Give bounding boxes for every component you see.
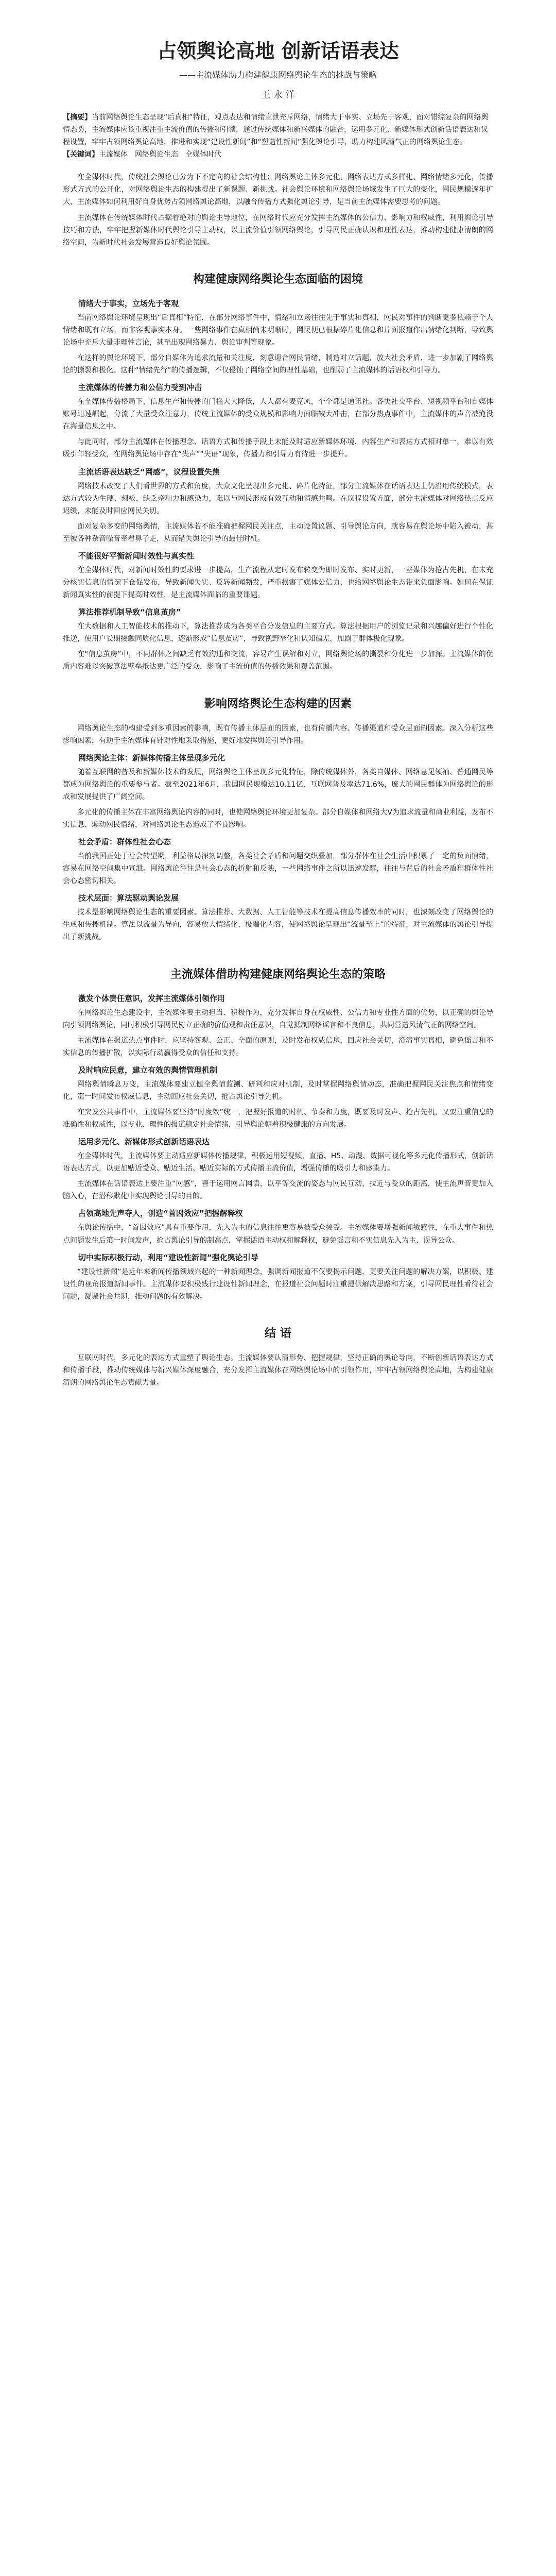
section-1-subtitle-4: 不能很好平衡新闻时效性与真实性: [78, 551, 195, 561]
section-3-sub-4-paragraph-1: 在舆论传播中，“首因效应”具有重要作用，先入为主的信息往往更容易被受众接受。主流媒体要增强新闻敏感性，在重大事件和热点问题发生后第一时间发声，抢占舆论引导的制高点，掌握话语主动权和解释权，避免谣言和不实信息先入为主、误导公众。: [63, 1224, 493, 1245]
intro-paragraph-1: 在全媒体时代，传统社会舆论已分为下不定向的社会结构性；网络舆论主体多元化、网络表达方式多样化、网络情绪多元化，传播形式方式的公开化，对网络舆论生态的构建提出了新课题、新挑战。社会舆论环境和网络舆论场域发生了巨大的变化，网民规模逐年扩大，主流媒体如何利用好自身优势占领网络舆论高地，以融合传播方式强化舆论引导，是当前主流媒体需要思考的问题。: [63, 173, 493, 207]
section-3-subtitle-2: 及时响应民意，建立有效的舆情管理机制: [78, 1065, 218, 1075]
section-3-sub-1-paragraph-1: 在网络舆论生态建设中，主流媒体要主动担当、积极作为，充分发挥自身在权威性、公信力和专业性方面的优势，以正确的舆论导向引领网络舆论，同时积极引导网民树立正确的价值观和责任意识，自觉抵制网络谣言和不良信息，共同营造风清气正的网络空间。: [63, 1008, 493, 1029]
section-2-subtitle-2: 社会矛盾：群体性社会心态: [78, 837, 171, 847]
article-author: 王 永 洋: [261, 90, 295, 100]
section-3-sub-2-paragraph-1: 网络舆情瞬息万变，主流媒体要建立健全舆情监测、研判和应对机制，及时掌握网络舆情动态，准确把握网民关注焦点和情绪变化，第一时间发布权威信息，主动回应社会关切，抢占舆论引导先机。: [63, 1080, 493, 1101]
section-1-subtitle-2: 主流媒体的传播力和公信力受到冲击: [78, 383, 202, 393]
section-1-title: 构建健康网络舆论生态面临的困境: [193, 273, 363, 286]
section-1-subtitle-1: 情绪大于事实，立场先于客观: [78, 298, 179, 308]
section-2-sub-1-paragraph-2: 多元化的传播主体在丰富网络舆论内容的同时，也使网络舆论环境更加复杂。部分自媒体和网络大V为追求流量和商业利益，发布不实信息、煽动网民情绪，对网络舆论生态造成了不良影响。: [63, 808, 493, 829]
section-3-subtitle-5: 切中实际积极行动，利用“建设性新闻”强化舆论引导: [78, 1252, 258, 1262]
section-1-subtitle-5: 算法推荐机制导致“信息茧房”: [78, 607, 181, 617]
section-3-subtitle-3: 运用多元化、新媒体形式创新话语表达: [78, 1137, 210, 1147]
section-3-sub-1-paragraph-2: 主流媒体在报道热点事件时，应坚持客观、公正、全面的原则，及时发布权威信息，回应社会关切，澄清事实真相，避免谣言和不实信息的传播扩散，以实际行动赢得受众的信任和支持。: [63, 1036, 493, 1057]
section-3-sub-5-paragraph-1: “建设性新闻”是近年来新闻传播领域兴起的一种新闻理念，强调新闻报道不仅要揭示问题，更要关注问题的解决方案，以积极、建设性的视角报道新闻事件。主流媒体要积极践行建设性新闻理念，在报道社会问题时注重提供解决思路和方案，引导网民理性看待社会问题，凝聚社会共识，推动问题的有效解决。: [63, 1267, 493, 1301]
keywords-text: 主流媒体 网络舆论生态 全媒体时代: [99, 150, 221, 159]
section-2-subtitle-1: 网络舆论主体：新媒体传播主体呈现多元化: [78, 753, 225, 762]
section-1-sub-3-paragraph-1: 网络技术改变了人们看世界的方式和角度，大众文化呈现出多元化、碎片化特征，部分主流媒体在话语表达上仍沿用传统模式，表达方式较为生硬、刻板，缺乏亲和力和感染力，难以与网民形成有效互动和情感共鸣。在议程设置方面，部分主流媒体对网络热点反应迟缓，未能及时回应网民关切。: [63, 482, 493, 515]
intro-paragraph-2: 主流媒体在传统媒体时代占据着绝对的舆论主导地位，在网络时代应充分发挥主流媒体的公信力、影响力和权威性，利用舆论引导技巧和方法，牢牢把握新媒体时代舆论引导主动权，以主流价值引领网络舆论，引导网民正确认识和理性表达，推动构建健康清朗的网络空间，为新时代社会发展营造良好舆论氛围。: [63, 213, 493, 247]
article-title: 占领舆论高地 创新话语表达: [157, 40, 399, 62]
keywords-label: 【关键词】: [63, 150, 99, 159]
section-1-sub-2-paragraph-1: 在全媒体传播格局下，信息生产和传播的门槛大大降低，人人都有麦克风，个个都是通讯社。各类社交平台、短视频平台和自媒体账号迅速崛起，分流了大量受众注意力，传统主流媒体的受众规模和影响力面临较大冲击，在部分热点事件中，主流媒体的声音被淹没在海量信息之中。: [63, 398, 493, 431]
section-2-subtitle-3: 技术层面：算法驱动舆论发展: [78, 893, 179, 903]
section-2-sub-1-paragraph-1: 随着互联网的普及和新媒体技术的发展，网络舆论主体呈现多元化特征，除传统媒体外，各类自媒体、网络意见领袖、普通网民等都成为网络舆论的重要参与者。截至2021年6月，我国网民规模达10.11亿，互联网普及率达71.6%，庞大的网民群体为网络舆论的形成和发展提供了广阔空间。: [63, 768, 493, 801]
section-1-sub-3-paragraph-2: 面对复杂多变的网络舆情，主流媒体若不能准确把握网民关注点，主动设置议题、引导舆论方向，就容易在舆论场中陷入被动，甚至被各种杂音噪音牵着鼻子走，从而错失舆论引导的最佳时机。: [63, 522, 493, 543]
section-2-sub-3-paragraph-1: 技术是影响网络舆论生态的重要因素。算法推荐、大数据、人工智能等技术在提高信息传播效率的同时，也深刻改变了网络舆论的生成和传播机制。算法以流量为导向，容易放大情绪化、极端化内容，使网络舆论呈现出“流量至上”的特征，对主流媒体的舆论引导提出了新挑战。: [63, 908, 493, 942]
section-3-subtitle-1: 激发个体责任意识，发挥主流媒体引领作用: [78, 993, 225, 1003]
section-1-sub-4-paragraph-1: 在全媒体时代，对新闻时效性的要求进一步提高，生产流程从定时发布转变为即时发布、实时更新，一些媒体为抢占先机，在未充分核实信息的情况下仓促发布，导致新闻失实、反转新闻频发，严重损害了媒体公信力，也给网络舆论生态带来负面影响。如何在保证新闻真实性的前提下提高时效性，是主流媒体面临的重要课题。: [63, 566, 493, 600]
section-3-subtitle-4: 占领高地先声夺人，创造“首因效应”把握解释权: [78, 1209, 243, 1218]
conclusion-paragraph-1: 互联网时代，多元化的表达方式重塑了舆论生态。主流媒体要认清形势、把握规律，坚持正确的舆论导向，不断创新话语表达方式和传播手段，推动传统媒体与新兴媒体深度融合，充分发挥主流媒体在网络舆论场中的引领作用，牢牢占领网络舆论高地，为构建健康清朗的网络舆论生态贡献力量。: [63, 1353, 493, 1387]
abstract-label: 【摘要】: [63, 113, 92, 122]
section-2-title: 影响网络舆论生态构建的因素: [204, 697, 352, 710]
abstract-text: 当前网络舆论生态呈现“后真相”特征，观点表达和情绪宣泄充斥网络，情绪大于事实、立场先于客观，面对错综复杂的网络舆情态势，主流媒体应该重视注重主流价值的传播和引领，通过传统媒体和新兴媒体的融合，运用多元化、新媒体形式创新话语表达和议程设置，牢牢占领网络舆论高地，推进和实现“建设性新闻”和“塑造性新闻”强化舆论引导，助力构建风清气正的网络舆论生态。: [63, 113, 489, 147]
section-1-sub-1-paragraph-1: 当前网络舆论环境呈现出“后真相”特征，在部分网络事件中，情绪和立场往往先于事实和真相，网民对事件的判断更多依赖于个人情绪和既有立场，而非客观事实本身。一些网络事件在真相尚未明晰时，网民便已根据碎片化信息和片面报道作出情绪化判断，导致舆论场中充斥大量非理性言论，甚至出现网络暴力、舆论审判等现象。: [63, 313, 493, 347]
section-3-title: 主流媒体借助构建健康网络舆论生态的策略: [170, 968, 386, 981]
section-3-sub-3-paragraph-2: 主流媒体在话语表达上要注重“网感”，善于运用网言网语，以平等交流的姿态与网民互动，拉近与受众的距离，使主流声音更加入脑入心，在潜移默化中实现舆论引导的目的。: [63, 1180, 493, 1201]
section-1-sub-2-paragraph-2: 与此同时，部分主流媒体在传播理念、话语方式和传播手段上未能及时适应新媒体环境，内容生产和表达方式相对单一，难以有效吸引年轻受众，在网络舆论场中存在“失声”“失语”现象，传播力和引导力有待进一步提升。: [63, 438, 493, 459]
section-2-sub-2-paragraph-1: 当前我国正处于社会转型期，利益格局深刻调整，各类社会矛盾和问题交织叠加，部分群体在社会生活中积累了一定的负面情绪，容易在网络空间集中宣泄。网络舆论往往是社会心态的折射和反映，一些网络事件之所以迅速发酵，往往与背后的社会矛盾和群体性社会心态密切相关。: [63, 852, 493, 886]
abstract-block: [63, 111, 493, 148]
section-3-sub-3-paragraph-1: 在全媒体时代，主流媒体要主动适应新媒体传播规律，积极运用短视频、直播、H5、动漫、数据可视化等多元化传播形式，创新话语表达方式，以更加贴近受众、贴近生活、贴近实际的方式传播主流价值，增强传播的吸引力和感染力。: [63, 1152, 493, 1173]
keywords-block: [63, 148, 493, 161]
section-1-subtitle-3: 主流话语表达缺乏“网感”，议程设置失焦: [78, 467, 220, 477]
section-1-sub-5-paragraph-2: 在“信息茧房”中，不同群体之间缺乏有效沟通和交流，容易产生误解和对立，网络舆论场的撕裂和分化进一步加深。主流媒体的优质内容难以突破算法壁垒抵达更广泛的受众，影响了主流价值的传播效果和覆盖范围。: [63, 650, 493, 671]
conclusion-title: 结 语: [265, 1327, 291, 1340]
section-1-sub-1-paragraph-2: 在这样的舆论环境下，部分自媒体为追求流量和关注度，刻意迎合网民情绪，制造对立话题，放大社会矛盾，进一步加剧了网络舆论的撕裂和极化。这种“情绪先行”的传播逻辑，不仅侵蚀了网络空间的理性基础，也削弱了主流媒体的话语权和引导力。: [63, 354, 493, 375]
section-2-paragraph-1: 网络舆论生态的构建受到多重因素的影响，既有传播主体层面的因素，也有传播内容、传播渠道和受众层面的因素。深入分析这些影响因素，有助于主流媒体有针对性地采取措施，更好地发挥舆论引导作用。: [63, 724, 493, 745]
article-subtitle: ——主流媒体助力构建健康网络舆论生态的挑战与策略: [179, 70, 377, 80]
section-3-sub-2-paragraph-2: 在突发公共事件中，主流媒体要坚持“时度效”统一，把握好报道的时机、节奏和力度，既要及时发声、抢占先机，又要注重信息的准确性和权威性，以专业、理性的报道稳定社会情绪，引导舆论朝着积极健康的方向发展。: [63, 1108, 493, 1129]
section-1-sub-5-paragraph-1: 在大数据和人工智能技术的推动下，算法推荐成为各类平台分发信息的主要方式。算法根据用户的浏览记录和兴趣偏好进行个性化推送，使用户长期接触同质化信息，逐渐形成“信息茧房”，导致视野窄化和认知偏差，加剧了群体极化现象。: [63, 622, 493, 643]
